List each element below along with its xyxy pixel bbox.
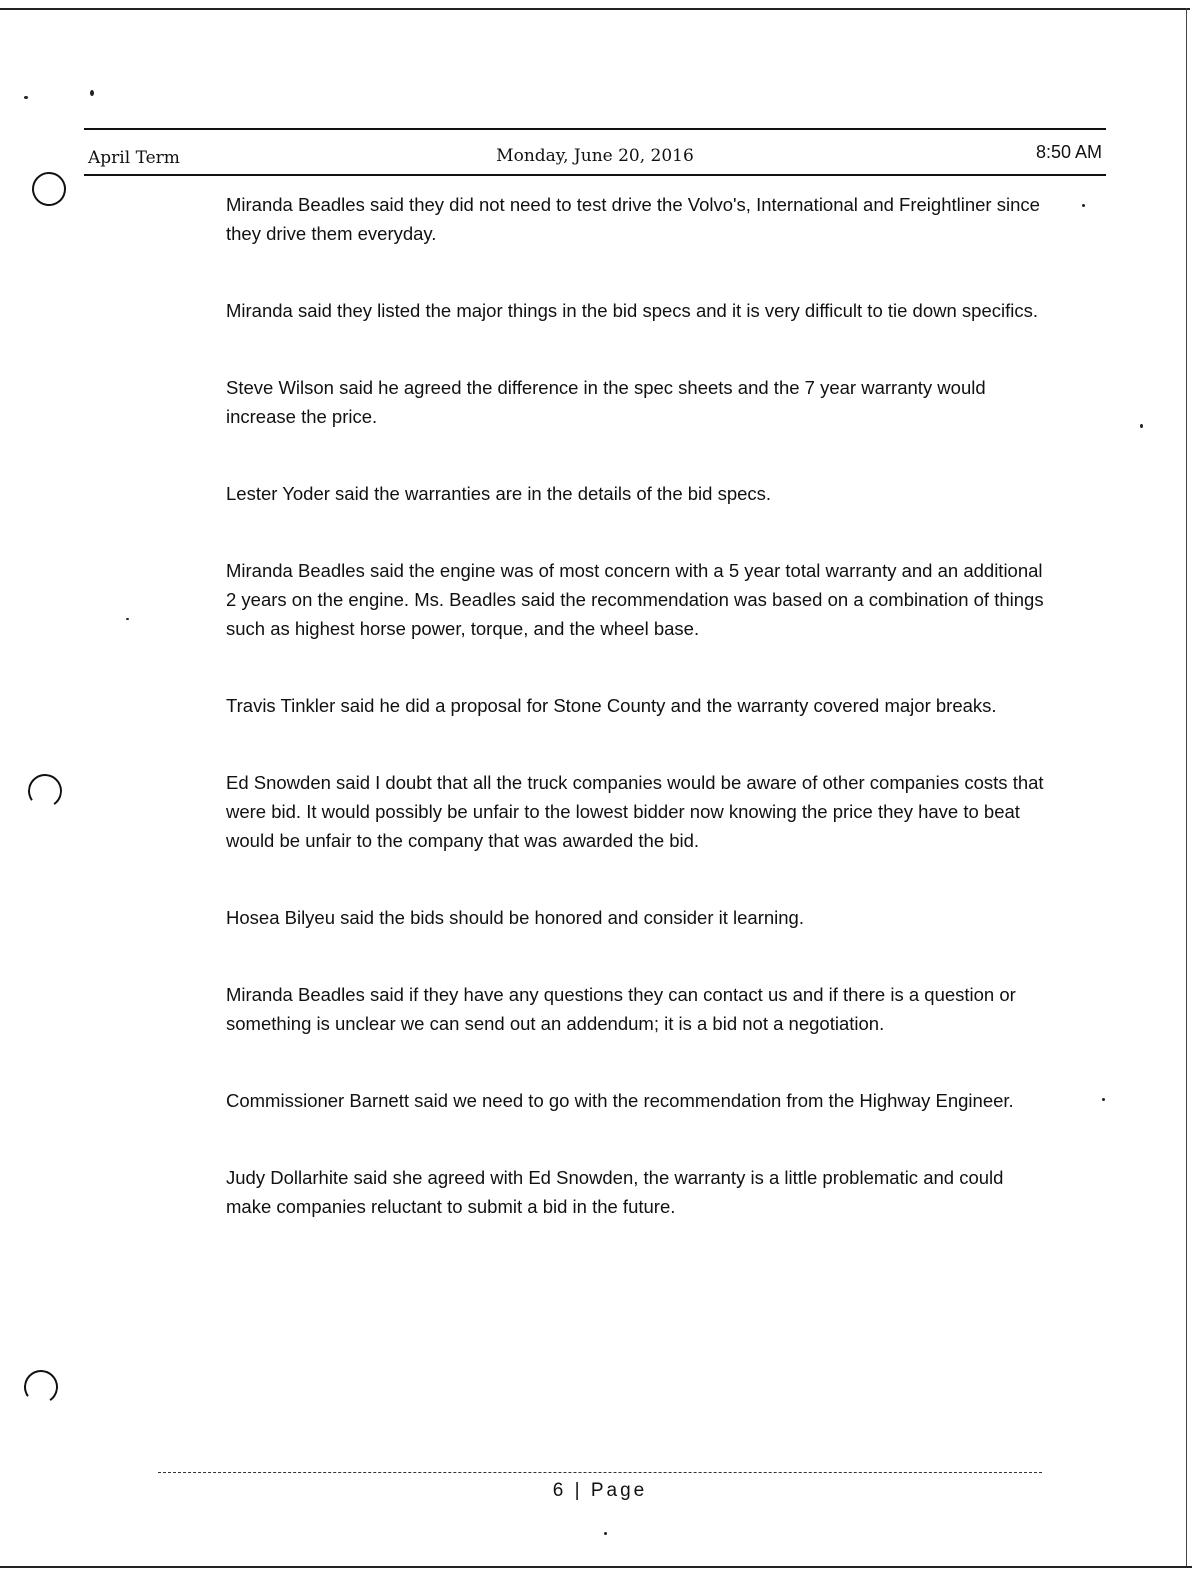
paragraph: Judy Dollarhite said she agreed with Ed Snowden, the warranty is a little problematic and could make companies reluctant to submit a bid in the future. [226,1167,1004,1217]
scan-speck [126,618,129,620]
paragraph: Commissioner Barnett said we need to go with the recommendation from the Highway Engineer. [226,1090,1014,1111]
binder-hole-bottom [21,1367,60,1406]
header-rule-bottom [84,174,1106,176]
binder-hole-top [29,169,68,208]
paragraph: Ed Snowden said I doubt that all the truck companies would be aware of other companies costs that were bid. It would possibly be unfair to the lowest bidder now knowing the price they have to beat would be unfair to the company that was awarded the bid. [226,772,1044,851]
scan-speck [604,1532,607,1535]
paragraph: Miranda said they listed the major things in the bid specs and it is very difficult to tie down specifics. [226,300,1039,321]
footer-rule [158,1472,1042,1473]
paragraph: Miranda Beadles said the engine was of most concern with a 5 year total warranty and an additional 2 years on the engine. Ms. Beadles said the recommendation was based on a combination of things such as highest horse power, torque, and the wheel base. [226,560,1044,639]
paragraph: Miranda Beadles said if they have any questions they can contact us and if there is a question or something is unclear we can send out an addendum; it is a bid not a negotiation. [226,984,1016,1034]
scan-speck [90,90,94,96]
scan-speck [1140,424,1143,428]
scan-speck [1102,1098,1105,1101]
scan-edge-bottom [0,1566,1192,1568]
paragraph: Travis Tinkler said he did a proposal for Stone County and the warranty covered major breaks. [226,695,997,716]
scan-speck [1082,204,1085,207]
header-time: 8:50 AM [1035,142,1102,162]
paragraph: Steve Wilson said he agreed the difference in the spec sheets and the 7 year warranty would increase the price. [226,377,986,427]
minutes-body [226,190,1046,1269]
scan-edge-top [0,8,1190,10]
header-rule-top [84,128,1106,130]
page-number: 6 | Page [552,1480,648,1501]
document-header [84,128,1106,176]
scan-edge-right [1186,8,1187,1568]
header-date: Monday, June 20, 2016 [496,146,694,166]
paragraph: Lester Yoder said the warranties are in the details of the bid specs. [226,483,772,504]
paragraph: Hosea Bilyeu said the bids should be honored and consider it learning. [226,907,804,928]
binder-hole-middle [25,771,64,810]
scan-speck [24,96,28,99]
paragraph: Miranda Beadles said they did not need to test drive the Volvo's, International and Freightliner since they drive them everyday. [226,194,1040,244]
header-term: April Term [88,148,180,168]
